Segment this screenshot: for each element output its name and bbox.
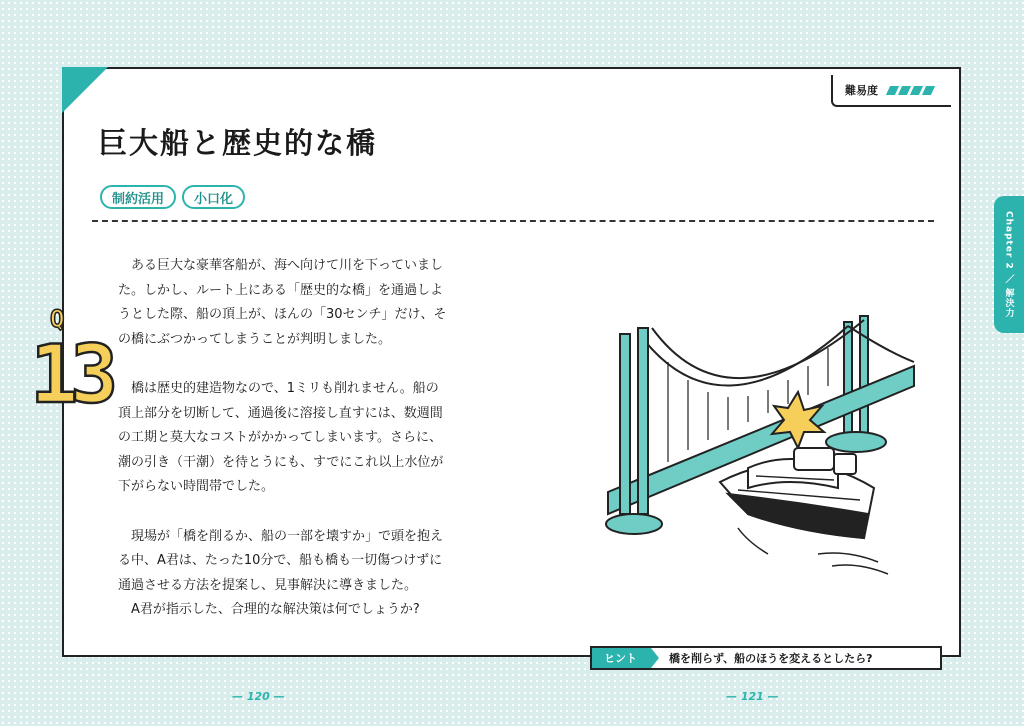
chapter-label: Chapter 2 ／ 解決力 xyxy=(1003,210,1014,319)
bridge-ship-illustration xyxy=(598,292,916,588)
dashed-divider xyxy=(92,220,934,222)
question-q-label: Q xyxy=(50,305,65,333)
difficulty-bars xyxy=(888,86,933,95)
page-number-right: — 121 — xyxy=(726,690,779,703)
page-number-left: — 120 — xyxy=(232,690,285,703)
hint-text: 橋を削らず、船のほうを変えるとしたら? xyxy=(669,652,873,665)
difficulty-bar xyxy=(910,86,923,95)
question-body xyxy=(118,254,448,623)
paragraph-2: 橋は歴史的建造物なので、1ミリも削れません。船の頂上部分を切断して、通過後に溶接し直すには、数週間の工期と莫大なコストがかかってしまいます。さらに、潮の引き（干潮）を待とうにも、すでにこれ以上水位が下がらない時間帯でした。 xyxy=(118,380,444,495)
paragraph-4: A君が指示した、合理的な解決策は何でしょうか? xyxy=(131,602,420,618)
corner-triangle xyxy=(62,67,108,113)
difficulty-bar xyxy=(922,86,935,95)
hint-box xyxy=(590,646,942,670)
question-number: 13 xyxy=(30,328,111,421)
difficulty-bar xyxy=(898,86,911,95)
chapter-side-tab xyxy=(994,196,1024,333)
tag-constraint: 制約活用 xyxy=(100,185,176,209)
hint-label: ヒント xyxy=(592,648,651,668)
page-title: 巨大船と歴史的な橋 xyxy=(98,126,378,160)
paragraph-1: ある巨大な豪華客船が、海へ向けて川を下っていました。しかし、ルート上にある「歴史的な橋」を通過しようとした際、船の頂上が、ほんの「30センチ」だけ、その橋にぶつかってしまうことが判明しました。 xyxy=(118,258,447,347)
paragraph-3: 現場が「橋を削るか、船の一部を壊すか」で頭を抱える中、A君は、たった10分で、船も橋も一切傷つけずに通過させる方法を提案し、見事解決に導きました。 xyxy=(118,528,444,593)
difficulty-indicator xyxy=(831,75,951,107)
difficulty-label: 難易度 xyxy=(845,84,878,97)
difficulty-bar xyxy=(886,86,899,95)
tag-small-lot: 小口化 xyxy=(182,185,245,209)
